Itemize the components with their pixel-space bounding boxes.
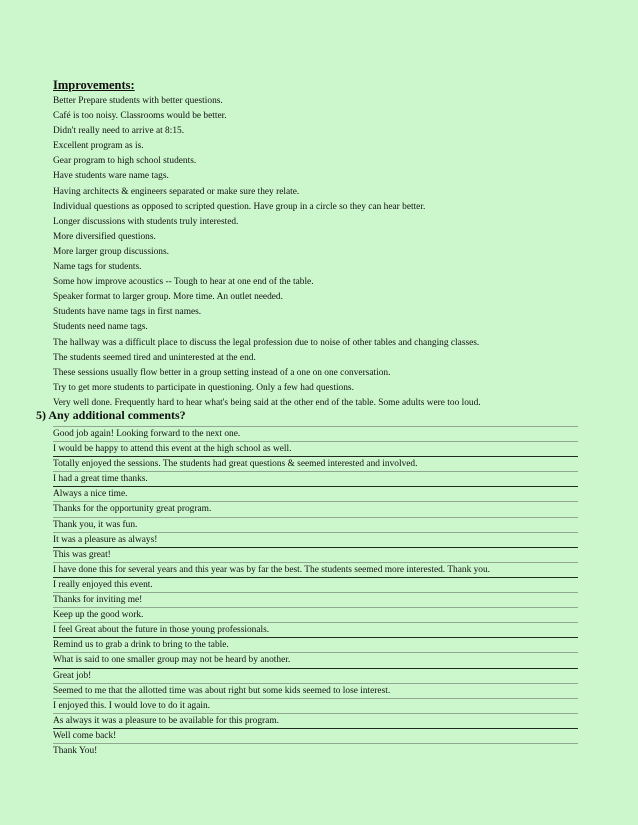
improvement-item: More diversified questions.: [53, 231, 156, 242]
comment-row: I enjoyed this. I would love to do it again.: [53, 698, 578, 713]
improvement-item: More larger group discussions.: [53, 246, 169, 257]
improvement-item: The students seemed tired and uninterested at the end.: [53, 352, 256, 363]
comment-row: I really enjoyed this event.: [53, 577, 578, 592]
comment-row: Keep up the good work.: [53, 607, 578, 622]
comment-row: Well come back!: [53, 728, 578, 743]
improvement-item: Name tags for students.: [53, 262, 142, 273]
improvement-item: Better Prepare students with better questions.: [53, 96, 223, 106]
comment-row: Great job!: [53, 668, 578, 683]
comment-row: Thank you, it was fun.: [53, 517, 578, 532]
comment-row: Thank You!: [53, 743, 578, 758]
improvement-item: Try to get more students to participate in questioning. Only a few had questions.: [53, 382, 354, 393]
comment-row: Always a nice time.: [53, 486, 578, 501]
comment-row: I feel Great about the future in those young professionals.: [53, 622, 578, 637]
comments-list: [53, 426, 578, 758]
improvement-item: Didn't really need to arrive at 8:15.: [53, 126, 185, 137]
improvement-item: Very well done. Frequently hard to hear what's being said at the other end of the table. Some adults were too loud.: [53, 397, 481, 408]
comment-row: This was great!: [53, 547, 578, 562]
improvement-item: Longer discussions with students truly interested.: [53, 216, 239, 227]
improvement-item: Students have name tags in first names.: [53, 307, 202, 318]
comment-row: Thanks for inviting me!: [53, 592, 578, 607]
improvements-list: [53, 94, 481, 411]
improvement-item: Speaker format to larger group. More time. An outlet needed.: [53, 292, 283, 303]
improvement-item: Excellent program as is.: [53, 141, 144, 152]
improvements-heading: Improvements:: [53, 78, 135, 92]
improvement-item: These sessions usually flow better in a group setting instead of a one on one conversation.: [53, 367, 391, 378]
improvement-item: Students need name tags.: [53, 322, 148, 333]
improvement-item: Have students ware name tags.: [53, 171, 169, 182]
comment-row: Thanks for the opportunity great program.: [53, 501, 578, 516]
improvement-item: Individual questions as opposed to scripted question. Have group in a circle so they can hear better.: [53, 201, 426, 212]
comment-row: As always it was a pleasure to be available for this program.: [53, 713, 578, 728]
improvement-item: Gear program to high school students.: [53, 156, 197, 167]
comment-row: I had a great time thanks.: [53, 471, 578, 486]
improvement-item: Some how improve acoustics -- Tough to hear at one end of the table.: [53, 277, 314, 288]
comment-row: It was a pleasure as always!: [53, 532, 578, 547]
comment-row: I would be happy to attend this event at the high school as well.: [53, 441, 578, 456]
improvement-item: Café is too noisy. Classrooms would be better.: [53, 111, 227, 122]
comment-row: Good job again! Looking forward to the next one.: [53, 426, 578, 441]
question-heading: 5) Any additional comments?: [36, 408, 186, 422]
improvement-item: Having architects & engineers separated or make sure they relate.: [53, 186, 300, 197]
improvement-item: The hallway was a difficult place to discuss the legal profession due to noise of other tables and changing classes.: [53, 337, 480, 348]
comment-row: Seemed to me that the allotted time was about right but some kids seemed to lose interest.: [53, 683, 578, 698]
comment-row: Remind us to grab a drink to bring to the table.: [53, 637, 578, 652]
comment-row: I have done this for several years and this year was by far the best. The students seemed more interested. Thank you.: [53, 562, 578, 577]
comment-row: Totally enjoyed the sessions. The students had great questions & seemed interested and involved.: [53, 456, 578, 471]
comment-row: What is said to one smaller group may not be heard by another.: [53, 652, 578, 667]
